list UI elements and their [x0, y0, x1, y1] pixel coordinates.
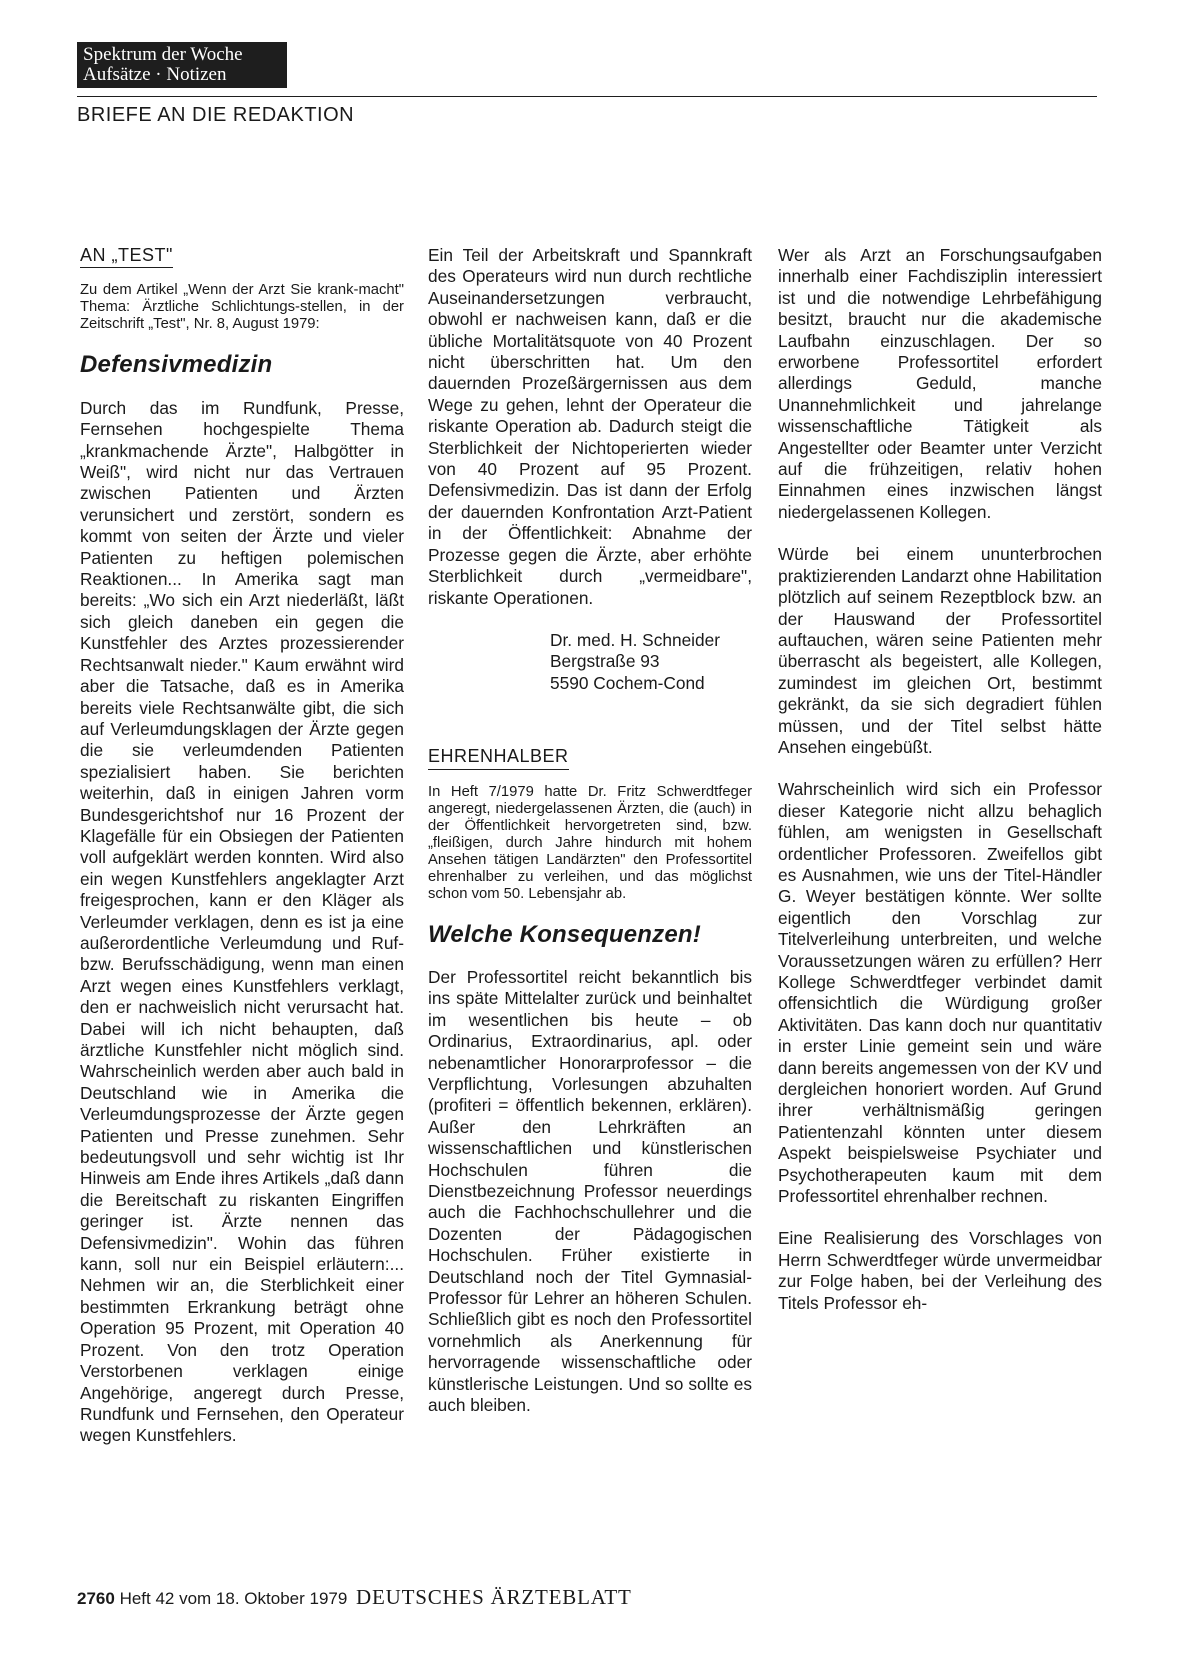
signature-city: 5590 Cochem-Cond	[550, 672, 705, 693]
column-1	[80, 245, 404, 1447]
issue-info: Heft 42 vom 18. Oktober 1979	[119, 1589, 348, 1608]
signature-name: Dr. med. H. Schneider	[550, 629, 721, 650]
journal-name: DEUTSCHES ÄRZTEBLATT	[356, 1585, 632, 1609]
letter-1-paragraph: Durch das im Rundfunk, Presse, Fernsehen hochgespielte Thema „krankmachende Ärzte", Halbgötter in Weiß", wird nicht nur das Vertrauen zwischen Patienten und Ärzten verunsichert und zerstört, sondern es kommt von seiten der Ärzte und vieler Patienten zu heftigen polemischen Reaktionen... In Amerika sagt man bereits: „Wo sich ein Arzt niederläßt, läßt sich gleich daneben ein gegen die Kunstfehler des Arztes prozessierender Rechtsanwalt nieder." Kaum erwähnt wird aber die Tatsache, daß es in Amerika bereits viele Rechtsanwälte gibt, die sich auf Verleumdungsklagen der Ärzte gegen die sie verleumdenden Patienten spezialisiert haben. Sie berichten weiterhin, daß in einigen Jahren vorm Bundesgerichtshof nur 16 Prozent der Klagefälle für ein Obsiegen der Patienten voll aufgeklärt werden konnten. Wird also ein wegen Kunstfehlers angeklagter Arzt freigesprochen, kann er den Kläger als Verleumder verklagen, denn es ist ja eine außerordentliche Verleumdung und Ruf- bzw. Berufsschädigung, wenn man einen Arzt wegen eines Kunstfehlers verklagt, den er nachweislich nicht verursacht hat. Dabei will ich nicht behaupten, daß ärztliche Kunstfehler nicht möglich sind. Wahrscheinlich werden aber auch bald in Deutschland wie in Amerika die Verleumdungsprozesse der Ärzte gegen Patienten und Presse zunehmen. Sehr bedeutungsvoll und sehr wichtig ist Ihr Hinweis am Ende ihres Artikels „daß dann die Bereitschaft zu riskanten Eingriffen geringer ist. Ärzte nennen das Defensivmedizin". Wohin das führen kann, soll nur ein Beispiel erläutern:... Nehmen wir an, die Sterblichkeit einer bestimmten Erkrankung beträgt ohne Operation 95 Prozent, mit Operation 40 Prozent. Von den trotz Operation Verstorbenen verklagen einige Angehörige, angeregt durch Presse, Rundfunk und Fernsehen, den Operateur wegen Kunstfehlers.	[80, 397, 404, 1446]
letter-1-signature	[428, 630, 752, 694]
letter-1-rubric: AN „TEST"	[80, 245, 173, 268]
letter-2-intro: In Heft 7/1979 hatte Dr. Fritz Schwerdtfeger angeregt, niedergelassenen Ärzten, die (auch) in der Öffentlichkeit hervorgetreten sind, bzw. „fleißigen, durch Jahre hindurch mit hohem Ansehen tätigen Landärzten" den Professortitel ehrenhalber zu verleihen, und das möglichst schon vom 50. Lebensjahr ab.	[428, 783, 752, 902]
section-label-box	[77, 42, 287, 88]
column-3	[778, 245, 1102, 1314]
header-rule	[77, 96, 1097, 97]
letter-2-rubric: EHRENHALBER	[428, 746, 569, 769]
letter-1-title: Defensivmedizin	[80, 351, 273, 379]
letter-2-paragraph: Wahrscheinlich wird sich ein Professor dieser Kategorie nicht allzu behaglich fühlen, am wenigsten in Gesellschaft ordentlicher Professoren. Zweifellos gibt es Ausnahmen, wie uns der Titel-Händler G. Weyer bestätigen könnte. Wer sollte eigentlich den Vorschlag zur Titelverleihung unterbreiten, und welche Voraussetzungen wären zu erfüllen? Herr Kollege Schwerdtfeger verbindet damit offensichtlich die Würdigung großer Aktivitäten. Das kann doch nur quantitativ in erster Linie gemeint sein und wäre dann bereits angemessen von der KV und dergleichen honoriert worden. Auf Grund ihrer verhältnismäßig geringen Patientenzahl könnten unter diesem Aspekt beispielsweise Psychiater und Psychotherapeuten kaum mit dem Professortitel ehrenhalber rechnen.	[778, 779, 1102, 1207]
section-label-line-2: Aufsätze · Notizen	[83, 64, 227, 85]
letter-2-paragraph: Eine Realisierung des Vorschlages von Herrn Schwerdtfeger würde unvermeidbar zur Folge haben, bei der Verleihung des Titels Professor eh-	[778, 1228, 1102, 1313]
page-footer	[77, 1585, 632, 1610]
letter-1-intro: Zu dem Artikel „Wenn der Arzt Sie krank-macht" Thema: Ärztliche Schlichtungs-stellen, in der Zeitschrift „Test", Nr. 8, August 1979:	[80, 282, 404, 333]
section-heading: BRIEFE AN DIE REDAKTION	[77, 104, 355, 126]
letter-2-paragraph: Der Professortitel reicht bekanntlich bis ins späte Mittelalter zurück und beinhaltet im wesentlichen bis heute – ob Ordinarius, Extraordinarius, apl. oder nebenamtlicher Honorarprofessor – die Verpflichtung, Vorlesungen abzuhalten (profiteri = öffentlich bekennen, erklären). Außer den Lehrkräften an wissenschaftlichen und künstlerischen Hochschulen führen die Dienstbezeichnung Professor neuerdings auch die Fachhochschullehrer und die Dozenten der Pädagogischen Hochschulen. Früher existierte in Deutschland noch der Titel Gymnasial-Professor für Lehrer an höheren Schulen. Schließlich gibt es noch den Professortitel vornehmlich als Anerkennung für hervorragende wissenschaftliche oder künstlerische Leistungen. Und so sollte es auch bleiben.	[428, 966, 752, 1416]
letter-2-paragraph: Würde bei einem ununterbrochen praktizierenden Landarzt ohne Habilitation plötzlich auf seinem Rezeptblock bzw. an der Hauswand der Professortitel auftauchen, wären seine Patienten mehr überrascht als begeistert, alle Kollegen, zumindest im gleichen Ort, bestimmt gekränkt, da sie sich degradiert fühlen müssen, und der Titel selbst hätte Ansehen eingebüßt.	[778, 544, 1102, 757]
letter-1-paragraph: Ein Teil der Arbeitskraft und Spannkraft des Operateurs wird nun durch rechtliche Auseinandersetzungen verbraucht, obwohl er nachweisen kann, daß er die übliche Mortalitätsquote von 40 Prozent nicht überschritten hat. Um den dauernden Prozeßärgernissen aus dem Wege zu gehen, lehnt der Operateur die riskante Operation ab. Dadurch steigt die Sterblichkeit der Nichtoperierten wieder von 40 Prozent auf 95 Prozent. Defensivmedizin. Das ist dann der Erfolg der dauernden Konfrontation Arzt-Patient in der Öffentlichkeit: Abnahme der Prozesse gegen die Ärzte, aber erhöhte Sterblichkeit durch „vermeidbare", riskante Operationen.	[428, 245, 752, 608]
section-label-line-1: Spektrum der Woche	[83, 44, 243, 65]
page-number: 2760	[77, 1589, 115, 1608]
column-2	[428, 245, 752, 1416]
letter-2-paragraph: Wer als Arzt an Forschungsaufgaben innerhalb einer Fachdisziplin interessiert ist und die notwendige Lehrbefähigung besitzt, braucht nur die akademische Laufbahn einzuschlagen. Der so erworbene Professortitel erfordert allerdings Geduld, manche Unannehmlichkeit und jahrelange wissenschaftliche Tätigkeit als Angestellter oder Beamter unter Verzicht auf die frühzeitigen, relativ hohen Einnahmen eines inzwischen längst niedergelassenen Kollegen.	[778, 245, 1102, 522]
letter-2-title: Welche Konsequenzen!	[428, 920, 701, 948]
signature-street: Bergstraße 93	[550, 651, 660, 672]
